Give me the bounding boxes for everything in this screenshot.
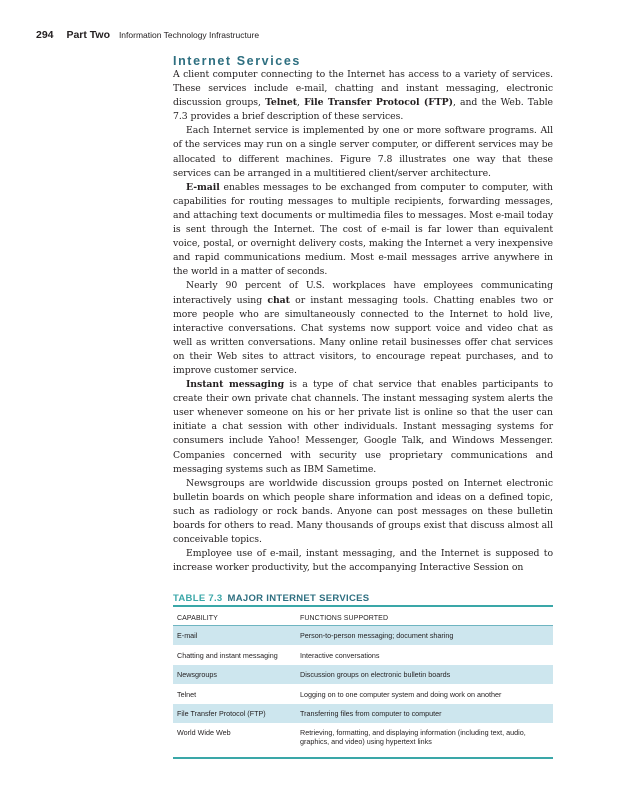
section-title: Internet Services: [173, 54, 301, 68]
functions-cell: Person-to-person messaging; document sharing: [296, 626, 553, 646]
functions-cell: Logging on to one computer system and doing work on another: [300, 690, 502, 699]
paragraph-4-text: Nearly 90 percent of U.S. workplaces have employees communicating interactively using: [173, 280, 553, 306]
table-caption: [173, 593, 369, 604]
capability-cell: File Transfer Protocol (FTP): [173, 704, 296, 724]
paragraph-1-text: A client computer connecting to the Internet has access to a variety of services. These services include e-mail, chatting and instant messaging, electronic discussion groups,: [173, 69, 553, 109]
paragraph-3: [173, 181, 553, 280]
paragraph-2: Each Internet service is implemented by one or more software programs. All of the services may run on a single server computer, or different services may be allocated to different machines. Figure 7.8 illustrates one way that these services can be arranged in a multitiered client/server architecture.: [173, 125, 553, 179]
capability-cell: Telnet: [177, 690, 197, 699]
chapter-title: Information Technology Infrastructure: [118, 30, 260, 40]
functions-cell: Interactive conversations: [300, 651, 380, 660]
body-text: [173, 68, 553, 575]
part-label: Part Two: [66, 29, 111, 41]
page-number: 294: [36, 29, 54, 41]
capability-cell: World Wide Web: [177, 728, 231, 737]
table-row: [173, 665, 553, 685]
column-header-capability: CAPABILITY: [173, 609, 296, 626]
internet-services-table: [173, 609, 553, 758]
table-bottom-rule: [173, 757, 553, 759]
capability-cell: Chatting and instant messaging: [177, 651, 278, 660]
table-header-row: [173, 609, 553, 626]
table-row: [173, 646, 553, 666]
paragraph-5-text: is a type of chat service that enables participants to create their own private chat channels. The instant messaging system alerts the user whenever someone on his or her private list is online so that the user can initiate a chat session with other individuals. Instant messaging systems for consumers include Yahoo! Messenger, Google Talk, and Windows Messenger. Companies concerned with security use proprietary communications and messaging systems such as IBM Sametime.: [173, 379, 553, 475]
functions-cell: Retrieving, formatting, and displaying information (including text, audio, graphics, and video) using hypertext links: [300, 728, 526, 746]
capability-cell: Newsgroups: [173, 665, 296, 685]
table-row: [173, 626, 553, 646]
paragraph-4-end: or instant messaging tools. Chatting enables two or more people who are simultaneously connected to the Internet to hold live, interactive conversations. Chat systems now support voice and video chat as well as written conversations. Many online retail businesses offer chat services on their Web sites to attract visitors, to encourage repeat purchases, and to improve customer service.: [173, 294, 553, 376]
table-row: [173, 724, 553, 759]
table-row: [173, 704, 553, 724]
table-name: MAJOR INTERNET SERVICES: [227, 593, 370, 604]
term-chat: chat: [267, 294, 290, 306]
paragraph-3-text: enables messages to be exchanged from computer to computer, with capabilities for routing messages to multiple recipients, forwarding messages, and attaching text documents or multimedia files to messages. Most e-mail today is sent through the Internet. The cost of e-mail is far lower than equivalent voice, postal, or overnight delivery costs, making the Internet a very inexpensive and rapid communications medium. Most e-mail messages arrive anywhere in the world in a matter of seconds.: [173, 181, 554, 278]
paragraph-4: [173, 279, 553, 378]
paragraph-1-end: , and the Web. Table 7.3 provides a brief description of these services.: [173, 97, 553, 123]
table-top-rule: [173, 605, 553, 607]
paragraph-1: [173, 68, 553, 124]
paragraph-6: Newsgroups are worldwide discussion groups posted on Internet electronic bulletin boards on which people share information and ideas on a defined topic, such as radiology or rock bands. Anyone can post messages on these bulletin boards for others to read. Many thousands of groups exist that discuss almost all conceivable topics.: [173, 477, 553, 546]
term-email: E-mail: [186, 181, 220, 193]
functions-cell: Discussion groups on electronic bulletin boards: [296, 665, 553, 685]
term-instant-messaging: Instant messaging: [186, 379, 285, 391]
term-ftp: File Transfer Protocol (FTP): [304, 97, 453, 109]
paragraph-5: [173, 378, 553, 477]
column-header-functions: FUNCTIONS SUPPORTED: [296, 609, 553, 626]
term-telnet: Telnet: [265, 97, 298, 109]
running-header: [36, 29, 259, 41]
functions-cell: Transferring files from computer to computer: [296, 704, 553, 724]
table-row: [173, 685, 553, 705]
paragraph-1-sep: ,: [297, 97, 305, 109]
capability-cell: E-mail: [173, 626, 296, 646]
table-number: TABLE 7.3: [173, 593, 223, 604]
paragraph-7: Employee use of e-mail, instant messaging, and the Internet is supposed to increase worker productivity, but the accompanying Interactive Session on: [173, 548, 553, 574]
